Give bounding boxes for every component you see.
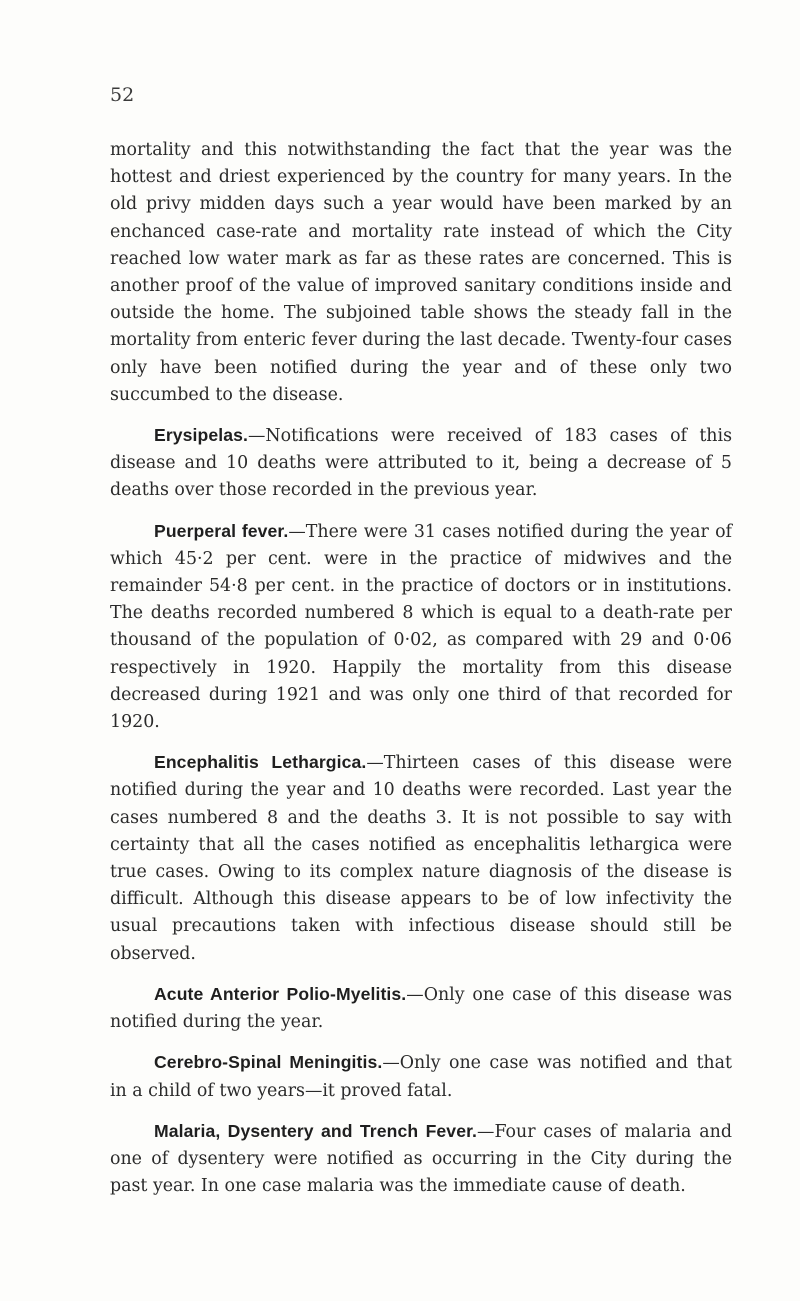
page-number: 52 <box>110 84 135 106</box>
paragraph-puerperal-fever <box>110 518 732 737</box>
paragraph-gap <box>110 1105 732 1118</box>
section-heading-encephalitis-lethargica: Encephalitis Lethargica. <box>154 752 367 773</box>
paragraph-encephalitis-lethargica <box>110 749 732 968</box>
paragraph-text: —Four cases of malaria and one of dysentery were notified as occurring in the City during the past year. In one case malaria was the immediate cause of death. <box>110 1121 732 1197</box>
paragraph-enteric-fever-continued <box>110 137 732 409</box>
paragraph-gap <box>110 505 732 518</box>
paragraph-text: —There were 31 cases notified during the year of which 45·2 per cent. were in the practice of midwives and the remainder 54·8 per cent. in the practice of doctors or in institutions. The deaths recorded numbered 8 which is equal to a death-rate per thousand of the population of 0·02, as compared with 29 and 0·06 respectively in 1920. Happily the mortality from this disease decreased during 1921 and was only one third of that recorded for 1920. <box>110 521 732 733</box>
paragraph-text: mortality and this notwithstanding the fact that the year was the hottest and driest experienced by the country for many years. In the old privy midden days such a year would have been marked by an enchanced case-rate and mortality rate instead of which the City reached low water mark as far as these rates are concerned. This is another proof of the value of improved sanitary conditions inside and outside the home. The subjoined table shows the steady fall in the mortality from enteric fever during the last decade. Twenty-four cases only have been notified during the year and of these only two succumbed to the disease. <box>110 140 732 405</box>
document-body <box>110 137 732 1200</box>
section-heading-polio-myelitis: Acute Anterior Polio-Myelitis. <box>154 983 407 1004</box>
section-heading-malaria-dysentery-trench-fever: Malaria, Dysentery and Trench Fever. <box>154 1120 478 1141</box>
paragraph-cerebro-spinal-meningitis <box>110 1049 732 1104</box>
paragraph-text: —Only one case was notified and that in a child of two years—it proved fatal. <box>110 1053 732 1101</box>
paragraph-polio-myelitis <box>110 981 732 1036</box>
paragraph-gap <box>110 409 732 422</box>
paragraph-malaria-dysentery-trench-fever <box>110 1118 732 1201</box>
section-heading-erysipelas: Erysipelas. <box>154 425 249 446</box>
paragraph-text: —Only one case of this disease was notified during the year. <box>110 984 732 1033</box>
paragraph-gap <box>110 968 732 981</box>
paragraph-text: —Notifications were received of 183 cases of this disease and 10 deaths were attributed to it, being a decrease of 5 deaths over those recorded in the previous year. <box>110 426 732 501</box>
section-heading-cerebro-spinal-meningitis: Cerebro-Spinal Meningitis. <box>154 1052 383 1073</box>
paragraph-gap <box>110 1036 732 1049</box>
paragraph-text: —Thirteen cases of this disease were notified during the year and 10 deaths were recorded. Last year the cases numbered 8 and the deaths 3. It is not possible to say with certainty that all the cases notified as encephalitis lethargica were true cases. Owing to its complex nature diagnosis of the disease is difficult. Although this disease appears to be of low infectivity the usual precautions taken with infectious disease should still be observed. <box>110 753 732 964</box>
paragraph-gap <box>110 736 732 749</box>
section-heading-puerperal-fever: Puerperal fever. <box>154 520 289 541</box>
paragraph-erysipelas <box>110 422 732 505</box>
